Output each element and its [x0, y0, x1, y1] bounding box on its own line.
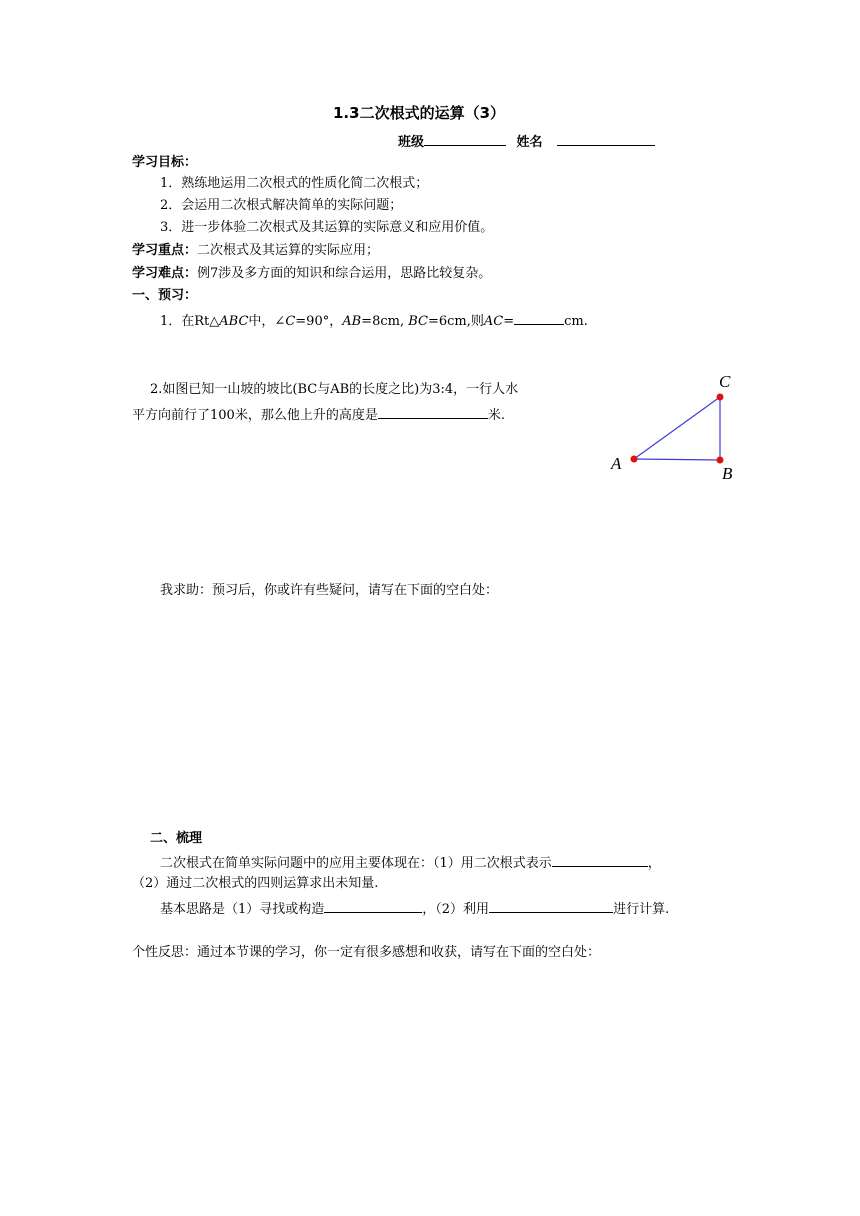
- point-a: [631, 456, 638, 463]
- q1-ac: AC: [483, 314, 504, 329]
- q1-text-3: =90°，: [295, 314, 343, 329]
- focus-line: [132, 242, 379, 260]
- side-ac: [634, 397, 720, 459]
- difficulty-label: 学习难点：: [132, 266, 198, 281]
- label-a: A: [611, 454, 622, 473]
- goal-item-3: 3．进一步体验二次根式及其运算的实际意义和应用价值。: [160, 220, 494, 235]
- page-title: 1.3二次根式的运算（3）: [333, 104, 506, 122]
- difficulty-text: 例7涉及多方面的知识和综合运用，思路比较复杂。: [197, 266, 492, 281]
- side-ab: [634, 459, 720, 460]
- q1-answer-blank[interactable]: [514, 310, 564, 325]
- slope-triangle-figure: [600, 366, 750, 486]
- summary-blank-2[interactable]: [324, 898, 422, 913]
- preview-heading: 一、预习：: [132, 288, 198, 303]
- q1-abc: ABC: [219, 314, 249, 329]
- focus-label: 学习重点：: [132, 243, 198, 258]
- q1-bc: BC: [408, 314, 428, 329]
- reflection-prompt: 个性反思：通过本节课的学习，你一定有很多感想和收获，请写在下面的空白处：: [132, 945, 601, 960]
- label-b: B: [722, 464, 733, 483]
- summary-text-1: 二次根式在简单实际问题中的应用主要体现在：（1）用二次根式表示: [160, 856, 552, 871]
- summary-blank-1[interactable]: [552, 852, 648, 867]
- help-prompt: 我求助：预习后，你或许有些疑问，请写在下面的空白处：: [160, 583, 499, 598]
- label-c: C: [719, 372, 731, 391]
- q1-text-6: =: [503, 314, 515, 329]
- summary-text-3b: ，（2）利用: [422, 902, 490, 917]
- focus-text: 二次根式及其运算的实际应用；: [197, 243, 380, 258]
- q1-c: C: [285, 314, 296, 329]
- summary-text-3c: 进行计算.: [613, 902, 670, 917]
- summary-line-3: [160, 898, 669, 919]
- summary-line-2: （2）通过二次根式的四则运算求出未知量.: [132, 876, 379, 891]
- goal-item-2: 2．会运用二次根式解决简单的实际问题；: [160, 198, 403, 213]
- q1-ab: AB: [342, 314, 362, 329]
- preview-question-2-line2: [132, 404, 505, 425]
- q1-text-5: =6cm,则: [427, 314, 484, 329]
- point-b: [717, 457, 724, 464]
- goal-item-1: 1．熟练地运用二次根式的性质化简二次根式；: [160, 176, 429, 191]
- summary-line-1: [160, 852, 661, 873]
- summary-text-3a: 基本思路是（1）寻找或构造: [160, 902, 325, 917]
- q2-unit: 米.: [487, 408, 505, 423]
- q2-text: 平方向前行了100米，那么他上升的高度是: [132, 408, 378, 423]
- q1-text-2: 中，∠: [248, 314, 286, 329]
- class-label: 班级: [398, 135, 425, 150]
- q1-unit: cm.: [564, 314, 588, 329]
- summary-blank-3[interactable]: [489, 898, 613, 913]
- goals-heading: 学习目标：: [132, 155, 198, 170]
- name-blank[interactable]: [557, 131, 655, 146]
- summary-heading: 二、梳理: [150, 831, 203, 846]
- class-name-line: [398, 131, 655, 152]
- difficulty-line: [132, 265, 491, 283]
- q1-text-1: 1．在Rt△: [160, 314, 220, 329]
- preview-question-1: [160, 310, 588, 331]
- point-c: [717, 394, 724, 401]
- q2-answer-blank[interactable]: [378, 404, 488, 419]
- summary-comma: ，: [647, 856, 661, 871]
- q1-text-4: =8cm,: [361, 314, 405, 329]
- preview-question-2-line1: 2.如图已知一山坡的坡比(BC与AB的长度之比)为3:4，一行人水: [150, 382, 519, 397]
- name-label: 姓名: [516, 135, 543, 150]
- class-blank[interactable]: [424, 131, 506, 146]
